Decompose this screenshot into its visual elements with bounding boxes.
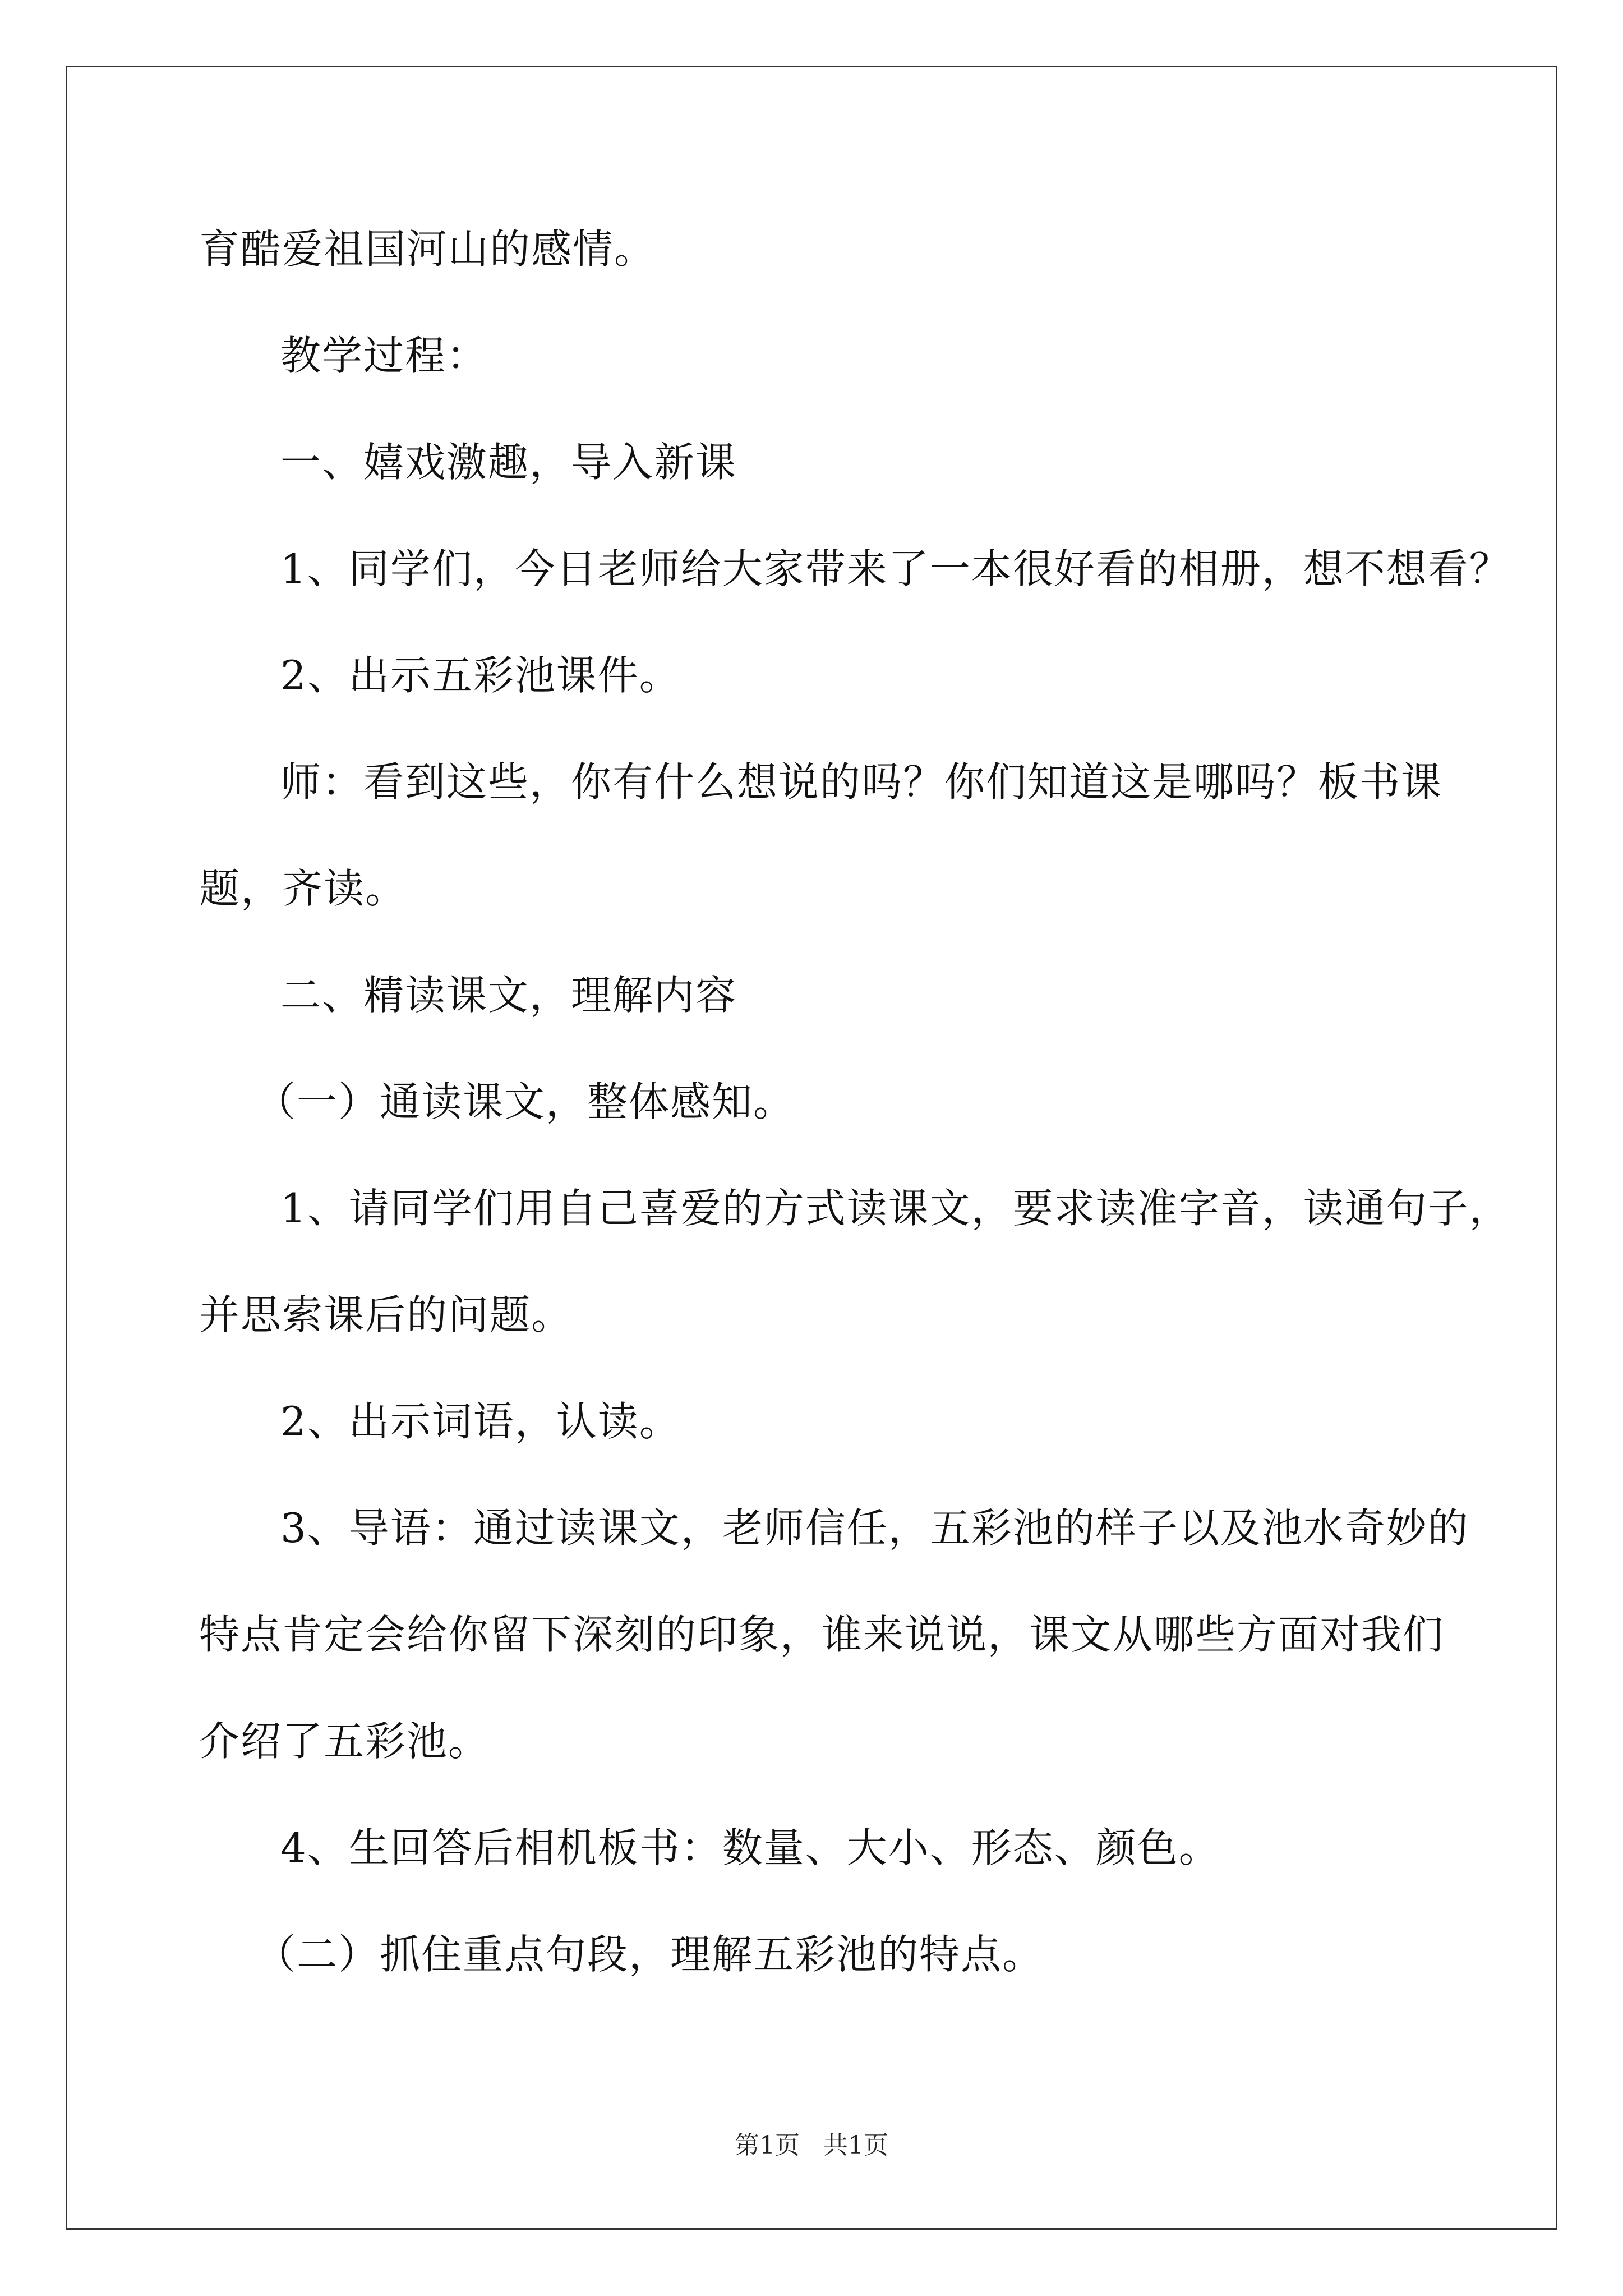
text-line: 介绍了五彩池。 [199, 1718, 490, 1765]
text-line: 题，齐读。 [199, 865, 407, 912]
text-line: 特点肯定会给你留下深刻的印象，谁来说说，课文从哪些方面对我们 [199, 1611, 1445, 1658]
text-line: 师：看到这些，你有什么想说的吗？你们知道这是哪吗？板书课 [280, 758, 1443, 806]
page-border [66, 66, 1557, 2230]
subsection-heading: （一）通读课文，整体感知。 [255, 1078, 795, 1125]
text-line: 1、同学们，今日老师给大家带来了一本很好看的相册，想不想看？ [280, 545, 1511, 592]
text-line: 4、生回答后相机板书：数量、大小、形态、颜色。 [280, 1824, 1220, 1871]
text-line: 并思索课后的问题。 [199, 1291, 573, 1338]
text-line: 2、出示五彩池课件。 [280, 652, 681, 699]
subsection-heading: （二）抓住重点句段，理解五彩池的特点。 [255, 1931, 1044, 1978]
text-line: 育酷爱祖国河山的感情。 [199, 226, 656, 273]
text-line: 教学过程： [280, 332, 488, 379]
section-heading: 一、嬉戏激趣，导入新课 [280, 439, 737, 486]
page-footer: 第1页 共1页 [735, 2131, 888, 2160]
text-line: 2、出示词语，认读。 [280, 1398, 681, 1445]
text-line: 1、请同学们用自己喜爱的方式读课文，要求读准字音，读通句子， [280, 1185, 1511, 1232]
text-line: 3、导语：通过读课文，老师信任，五彩池的样子以及池水奇妙的 [280, 1504, 1469, 1552]
section-heading: 二、精读课文，理解内容 [280, 972, 737, 1019]
